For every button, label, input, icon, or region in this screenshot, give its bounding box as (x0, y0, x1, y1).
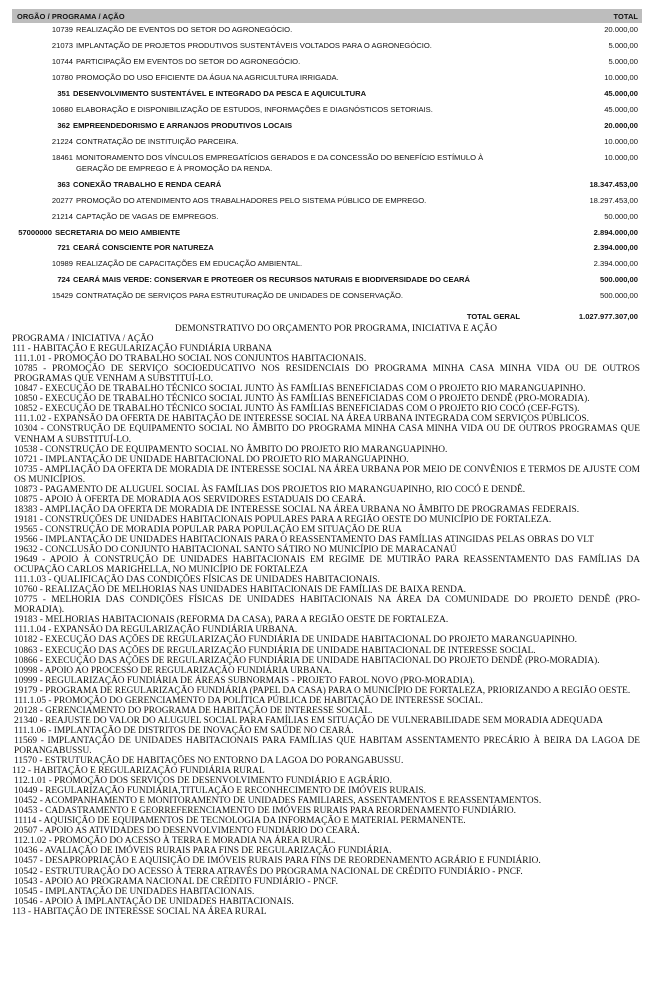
row-total: 18.347.453,00 (589, 180, 638, 189)
budget-demonstrative (12, 324, 640, 917)
document-line: 10999 - REGULARIZAÇÃO FUNDIÁRIA DE ÁREAS SUBNORMAIS - PROJETO FAROL NOVO (PRO-MORADIA). (14, 675, 475, 686)
programa-row (12, 178, 642, 194)
grand-total-label: TOTAL GERAL (466, 311, 520, 321)
row-description: CONTRATAÇÃO DE SERVIÇOS PARA ESTRUTURAÇÃO DE UNIDADES DE CONSERVAÇÃO. (76, 291, 404, 300)
row-total: 18.297.453,00 (589, 196, 638, 205)
document-line: 111.1.02 - EXPANSÃO DA OFERTA DE HABITAÇÃO DE INTERESSE SOCIAL NA ÁREA URBANA INTEGRADA COM SERVIÇOS PÚBLICOS. (14, 414, 589, 425)
document-line: 111.1.04 - EXPANSÃO DA REGULARIZAÇÃO FUNDIÁRIA URBANA. (14, 625, 298, 636)
document-line: 10545 - IMPLANTAÇÃO DE UNIDADES HABITACIONAIS. (14, 886, 255, 897)
row-code: 363 (57, 180, 70, 189)
row-code: 10780 (51, 73, 73, 82)
row-total: 20.000,00 (604, 25, 638, 34)
row-total: 500.000,00 (599, 291, 638, 300)
document-line: 10998 - APOIO AO PROCESSO DE REGULARIZAÇÃO FUNDIÁRIA URBANA. (14, 665, 332, 676)
header-total: TOTAL (613, 11, 638, 21)
document-line: 10436 - AVALIAÇÃO DE IMÓVEIS RURAIS PARA FINS DE REGULARIZAÇÃO FUNDIÁRIA. (14, 846, 392, 857)
document-line: 11569 - IMPLANTAÇÃO DE UNIDADES HABITACIONAIS PARA FAMÍLIAS QUE HABITAM ASSENTAMENTO PRECÁRIO À BEIRA DA LAGOA DE PORANGABUSSU. (14, 735, 640, 756)
document-line: 19649 - APOIO À CONSTRUÇÃO DE UNIDADES HABITACIONAIS EM REGIME DE MUTIRÃO PARA REASSENTAMENTO DAS FAMÍLIAS DA OCUPAÇÃO CARLOS MARIGHELLA, NO MUNICÍPIO DE FORTALEZA (14, 555, 640, 576)
budget-table (12, 9, 642, 325)
document-line: 10453 - CADASTRAMENTO E GEORREFERENCIAMENTO DE IMÓVEIS RURAIS PARA REORDENAMENTO FUNDIÁRIO. (14, 806, 516, 817)
document-line: 10760 - REALIZAÇÃO DE MELHORIAS NAS UNIDADES HABITACIONAIS DE FAMÍLIAS DE BAIXA RENDA. (14, 585, 466, 596)
header-orgao-programa-acao: ORGÃO / PROGRAMA / AÇÃO (17, 11, 125, 21)
document-line: 19632 - CONCLUSÃO DO CONJUNTO HABITACIONAL SANTO SÁTIRO NO MUNICÍPIO DE MARACANAÚ (14, 545, 457, 556)
acao-row (12, 210, 642, 226)
grand-total-row (12, 305, 642, 325)
document-line: 111 - HABITAÇÃO E REGULARIZAÇÃO FUNDIÁRIA URBANA (12, 344, 273, 355)
document-line: 19183 - MELHORIAS HABITACIONAIS (REFORMA DA CASA), PARA A REGIÃO OESTE DE FORTALEZA. (14, 615, 449, 626)
document-line: 111.1.06 - IMPLANTAÇÃO DE DISTRITOS DE INOVAÇÃO EM SAÚDE NO CEARÁ. (14, 725, 354, 736)
document-line: 19566 - IMPLANTAÇÃO DE UNIDADES HABITACIONAIS PARA O REASSENTAMENTO DAS FAMÍLIAS ATINGIDAS PELAS OBRAS DO VLT (14, 534, 594, 545)
row-description: EMPREENDEDORISMO E ARRANJOS PRODUTIVOS LOCAIS (73, 121, 293, 130)
programa-row (12, 119, 642, 135)
row-description: PARTICIPAÇÃO EM EVENTOS DO SETOR DO AGRONEGÓCIO. (76, 57, 301, 66)
acao-row (12, 289, 642, 305)
table-body (12, 23, 642, 305)
row-code: 57000000 (18, 228, 52, 237)
document-line: 111.1.01 - PROMOÇÃO DO TRABALHO SOCIAL NOS CONJUNTOS HABITACIONAIS. (14, 354, 367, 365)
row-code: 10680 (51, 105, 73, 114)
document-line: 11114 - AQUISIÇÃO DE EQUIPAMENTOS DE TECNOLOGIA DA INFORMAÇÃO E MATERIAL PERMANENTE. (14, 816, 466, 827)
document-title: DEMONSTRATIVO DO ORÇAMENTO POR PROGRAMA, INICIATIVA E AÇÃO (174, 324, 498, 334)
acao-row (12, 103, 642, 119)
document-line: 112.1.02 - PROMOÇÃO DO ACESSO À TERRA E MORADIA NA ÁREA RURAL. (14, 836, 336, 847)
row-description: REALIZAÇÃO DE CAPACITAÇÕES EM EDUCAÇÃO AMBIENTAL. (76, 259, 303, 268)
row-total: 20.000,00 (604, 121, 638, 130)
document-line: 10721 - IMPLANTAÇÃO DE UNIDADE HABITACIONAL DO PROJETO RIO MARANGUAPINHO. (14, 454, 409, 465)
row-code: 351 (57, 89, 70, 98)
row-description: DESENVOLVIMENTO SUSTENTÁVEL E INTEGRADO DA PESCA E AQUICULTURA (73, 89, 367, 98)
document-line: 111.1.05 - PROMOÇÃO DO GERENCIAMENTO DA POLÍTICA PÚBLICA DE HABITAÇÃO DE INTERESSE SOCIAL. (14, 695, 483, 706)
document-line: 10543 - APOIO AO PROGRAMA NACIONAL DE CRÉDITO FUNDIÁRIO - PNCF. (14, 876, 338, 887)
row-description: ELABORAÇÃO E DISPONIBILIZAÇÃO DE ESTUDOS, INFORMAÇÕES E DIAGNÓSTICOS SETORIAIS. (76, 105, 433, 114)
row-code: 10739 (51, 25, 73, 34)
row-total: 10.000,00 (604, 153, 638, 162)
document-line: 19565 - CONSTRUÇÃO DE MORADIA POPULAR PARA POPULAÇÃO EM SITUAÇÃO DE RUA (14, 524, 402, 535)
row-description: PROMOÇÃO DO ATENDIMENTO AOS TRABALHADORES PELO SISTEMA PÚBLICO DE EMPREGO. (76, 196, 427, 205)
acao-row (12, 135, 642, 151)
row-total: 2.394.000,00 (593, 243, 638, 252)
row-total: 2.894.000,00 (593, 228, 638, 237)
row-code: 10744 (51, 57, 73, 66)
row-code: 724 (57, 275, 70, 284)
row-total: 10.000,00 (604, 137, 638, 146)
row-total: 10.000,00 (604, 73, 638, 82)
acao-row (12, 23, 642, 39)
document-line: 10304 - CONSTRUÇÃO DE EQUIPAMENTO SOCIAL NO ÂMBITO DO PROGRAMA MINHA CASA MINHA VIDA OU DE OUTROS PROGRAMAS QUE VENHAM A SUBSTITUÍ-LO. (14, 424, 640, 445)
row-description: MONITORAMENTO DOS VÍNCULOS EMPREGATÍCIOS GERADOS E DA CONCESSÃO DO BENEFÍCIO ESTÍMULO À GERAÇÃO DE EMPREGO E À PROMOÇÃO DA RENDA. (76, 153, 484, 173)
document-line: 112 - HABITAÇÃO E REGULARIZAÇÃO FUNDIÁRIA RURAL (12, 766, 265, 777)
acao-row (12, 55, 642, 71)
acao-row (12, 39, 642, 55)
document-line: 111.1.03 - QUALIFICAÇÃO DAS CONDIÇÕES FÍSICAS DE UNIDADES HABITACIONAIS. (14, 575, 380, 586)
document-line: 10457 - DESAPROPRIAÇÃO E AQUISIÇÃO DE IMÓVEIS RURAIS PARA FINS DE REORDENAMENTO AGRÁRIO E FUNDIÁRIO. (14, 856, 541, 867)
row-code: 721 (57, 243, 70, 252)
programa-row (12, 87, 642, 103)
document-line: 10542 - ESTRUTURAÇÃO DO ACESSO À TERRA ATRAVÉS DO PROGRAMA NACIONAL DE CRÉDITO FUNDIÁRIO - PNCF. (14, 866, 523, 877)
row-total: 2.394.000,00 (593, 259, 638, 268)
document-line: 20128 - GERENCIAMENTO DO PROGRAMA DE HABITAÇÃO DE INTERESSE SOCIAL. (14, 705, 373, 716)
programa-row (12, 241, 642, 257)
document-subtitle: PROGRAMA / INICIATIVA / AÇÃO (12, 334, 154, 345)
row-total: 50.000,00 (604, 212, 638, 221)
row-code: 20277 (51, 196, 73, 205)
acao-row (12, 194, 642, 210)
document-line: 113 - HABITAÇÃO DE INTERESSE SOCIAL NA ÁREA RURAL (12, 906, 267, 917)
document-lines (12, 344, 640, 917)
document-line: 10852 - EXECUÇÃO DE TRABALHO TÉCNICO SOCIAL JUNTO ÀS FAMÍLIAS BENEFICIADAS COM O PROJETO RIO COCÓ (CEF-FGTS). (14, 404, 580, 415)
document-line: 10735 - AMPLIAÇÃO DA OFERTA DE MORADIA DE INTERESSE SOCIAL NA ÁREA URBANA POR MEIO DE CONVÊNIOS E TERMOS DE AJUSTE COM OS MUNICÍPIOS. (14, 464, 640, 485)
table-header (12, 9, 642, 23)
row-description: REALIZAÇÃO DE EVENTOS DO SETOR DO AGRONEGÓCIO. (76, 25, 293, 34)
row-description: CONTRATAÇÃO DE INSTITUIÇÃO PARCEIRA. (76, 137, 239, 146)
acao-row (12, 71, 642, 87)
document-line: 10875 - APOIO À OFERTA DE MORADIA AOS SERVIDORES ESTADUAIS DO CEARÁ. (14, 494, 366, 505)
row-description: IMPLANTAÇÃO DE PROJETOS PRODUTIVOS SUSTENTÁVEIS VOLTADOS PARA O AGRONEGÓCIO. (76, 41, 432, 50)
row-total: 45.000,00 (604, 105, 638, 114)
document-line: 20507 - APOIO AS ATIVIDADES DO DESENVOLVIMENTO FUNDIÁRIO DO CEARÁ. (14, 826, 360, 837)
document-line: 10775 - MELHORIA DAS CONDIÇÕES FÍSICAS DE UNIDADES HABITACIONAIS NA ÁREA DA COMUNIDADE DO PROJETO DENDÊ (PRO-MORADIA). (14, 595, 640, 616)
document-line: 10863 - EXECUÇÃO DAS AÇÕES DE REGULARIZAÇÃO FUNDIÁRIA DE UNIDADE HABITACIONAL DE INTERESSE SOCIAL. (14, 645, 536, 656)
document-line: 112.1.01 - PROMOÇÃO DOS SERVIÇOS DE DESENVOLVIMENTO FUNDIÁRIO E AGRÁRIO. (14, 776, 392, 787)
document-line: 19179 - PROGRAMA DE REGULARIZAÇÃO FUNDIÁRIA (PAPEL DA CASA) PARA O MUNICÍPIO DE FORTALEZA, PRIORIZANDO A REGIÃO OESTE. (14, 685, 631, 696)
document-line: 19181 - CONSTRUÇÕES DE UNIDADES HABITACIONAIS POPULARES PARA A REGIÃO OESTE DO MUNICÍPIO DE FORTALEZA. (14, 514, 552, 525)
acao-row (12, 257, 642, 273)
row-description: CEARÁ MAIS VERDE: CONSERVAR E PROTEGER OS RECURSOS NATURAIS E BIODIVERSIDADE DO CEARÁ (73, 275, 471, 284)
row-code: 21214 (51, 212, 73, 221)
document-line: 11570 - ESTRUTURAÇÃO DE HABITAÇÕES NO ENTORNO DA LAGOA DO PORANGABUSSU. (14, 756, 404, 767)
document-line: 10452 - ACOMPANHAMENTO E MONITORAMENTO DE UNIDADES FAMILIARES, ASSENTAMENTOS E REASSENTAMENTOS. (14, 796, 542, 807)
row-code: 15429 (51, 291, 73, 300)
document-line: 10873 - PAGAMENTO DE ALUGUEL SOCIAL ÀS FAMÍLIAS DOS PROJETOS RIO MARANGUAPINHO, RIO COCÓ E DENDÊ. (14, 484, 526, 495)
row-total: 5.000,00 (608, 57, 638, 66)
row-total: 45.000,00 (604, 89, 638, 98)
programa-row (12, 273, 642, 289)
row-description: SECRETARIA DO MEIO AMBIENTE (55, 228, 181, 237)
document-line: 10850 - EXECUÇÃO DE TRABALHO TÉCNICO SOCIAL JUNTO ÀS FAMÍLIAS BENEFICIADAS COM O PROJETO DENDÊ (PRO-MORADIA). (14, 394, 590, 405)
row-code: 10989 (51, 259, 73, 268)
row-code: 21224 (51, 137, 73, 146)
row-description: CEARÁ CONSCIENTE POR NATUREZA (73, 243, 214, 252)
row-description: CAPTAÇÃO DE VAGAS DE EMPREGOS. (76, 212, 219, 221)
row-code: 21073 (51, 41, 73, 50)
row-description: PROMOÇÃO DO USO EFICIENTE DA ÁGUA NA AGRICULTURA IRRIGADA. (76, 73, 339, 82)
document-line: 10538 - CONSTRUÇÃO DE EQUIPAMENTO SOCIAL NO ÂMBITO DO PROJETO RIO MARANGUAPINHO. (14, 444, 448, 455)
row-description: CONEXÃO TRABALHO E RENDA CEARÁ (73, 180, 222, 189)
acao-row (12, 151, 642, 178)
grand-total-value: 1.027.977.307,00 (578, 311, 638, 321)
document-line: 10546 - APOIO À IMPLANTAÇÃO DE UNIDADES HABITACIONAIS. (14, 896, 294, 907)
row-total: 5.000,00 (608, 41, 638, 50)
document-line: 10847 - EXECUÇÃO DE TRABALHO TÉCNICO SOCIAL JUNTO ÀS FAMÍLIAS BENEFICIADAS COM O PROJETO RIO MARANGUAPINHO. (14, 384, 586, 395)
row-code: 362 (57, 121, 70, 130)
document-line: 10182 - EXECUÇÃO DAS AÇÕES DE REGULARIZAÇÃO FUNDIÁRIA DE UNIDADE HABITACIONAL DO PROJETO MARANGUAPINHO. (14, 635, 577, 646)
row-total: 500.000,00 (599, 275, 638, 284)
document-line: 10449 - REGULARIZAÇÃO FUNDIÁRIA,TITULAÇÃO E RECONHECIMENTO DE IMÓVEIS RURAIS. (14, 786, 426, 797)
orgao-row (12, 226, 642, 241)
document-line: 21340 - REAJUSTE DO VALOR DO ALUGUEL SOCIAL PARA FAMÍLIAS EM SITUAÇÃO DE VULNERABILIDADE SEM MORADIA ADEQUADA (14, 715, 604, 726)
document-line: 18383 - AMPLIAÇÃO DA OFERTA DE MORADIA DE INTERESSE SOCIAL NA ÁREA URBANA NO ÂMBITO DE PROGRAMAS FEDERAIS. (14, 504, 580, 515)
document-line: 10785 - PROMOÇÃO DE SERVIÇO SOCIOEDUCATIVO NOS RESIDENCIAIS DO PROGRAMA MINHA CASA MINHA VIDA OU DE OUTROS PROGRAMAS QUE VENHAM A SUBSTITUÍ-LO. (14, 364, 640, 385)
document-line: 10866 - EXECUÇÃO DAS AÇÕES DE REGULARIZAÇÃO FUNDIÁRIA DE UNIDADE HABITACIONAL DO PROJETO DENDÊ (PRO-MORADIA). (14, 655, 600, 666)
row-code: 18461 (51, 153, 73, 162)
